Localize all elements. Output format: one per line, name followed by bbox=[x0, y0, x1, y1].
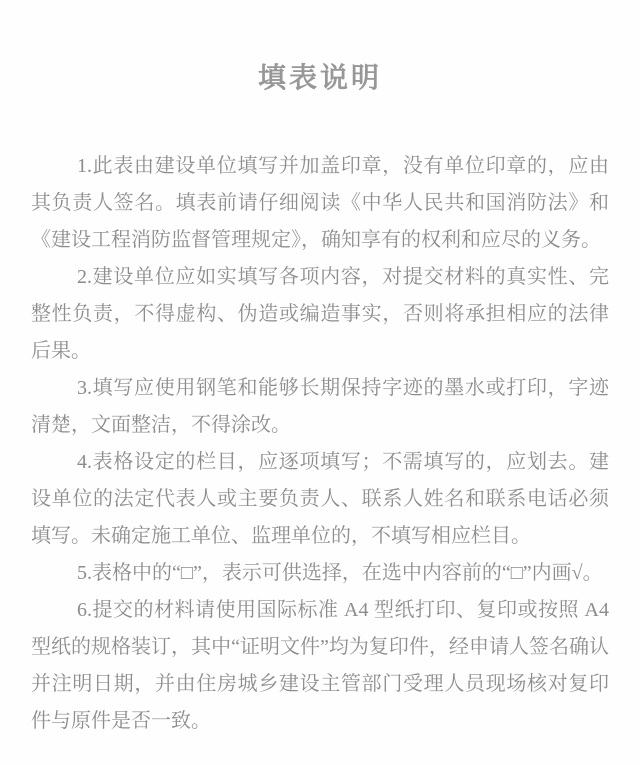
instruction-paragraph-2: 2.建设单位应如实填写各项内容，对提交材料的真实性、完整性负责，不得虚构、伪造或编造事实，否则将承担相应的法律后果。 bbox=[31, 266, 609, 362]
instructions-body bbox=[31, 148, 609, 740]
instruction-paragraph-1: 1.此表由建设单位填写并加盖印章，没有单位印章的，应由其负责人签名。填表前请仔细阅读《中华人民共和国消防法》和《建设工程消防监督管理规定》，确知享有的权利和应尽的义务。 bbox=[31, 155, 609, 251]
instruction-paragraph-6: 6.提交的材料请使用国际标准 A4 型纸打印、复印或按照 A4 型纸的规格装订，其中“证明文件”均为复印件，经申请人签名确认并注明日期，并由住房城乡建设主管部门受理人员现场核对复印件与原件是否一致。 bbox=[31, 599, 609, 732]
instruction-paragraph-4: 4.表格设定的栏目，应逐项填写；不需填写的，应划去。建设单位的法定代表人或主要负责人、联系人姓名和联系电话必须填写。未确定施工单位、监理单位的，不填写相应栏目。 bbox=[31, 451, 609, 547]
instruction-paragraph-3: 3.填写应使用钢笔和能够长期保持字迹的墨水或打印，字迹清楚，文面整洁，不得涂改。 bbox=[31, 377, 609, 436]
instruction-paragraph-5: 5.表格中的“□”，表示可供选择，在选中内容前的“□”内画√。 bbox=[77, 562, 603, 584]
page-title: 填表说明 bbox=[257, 62, 382, 93]
